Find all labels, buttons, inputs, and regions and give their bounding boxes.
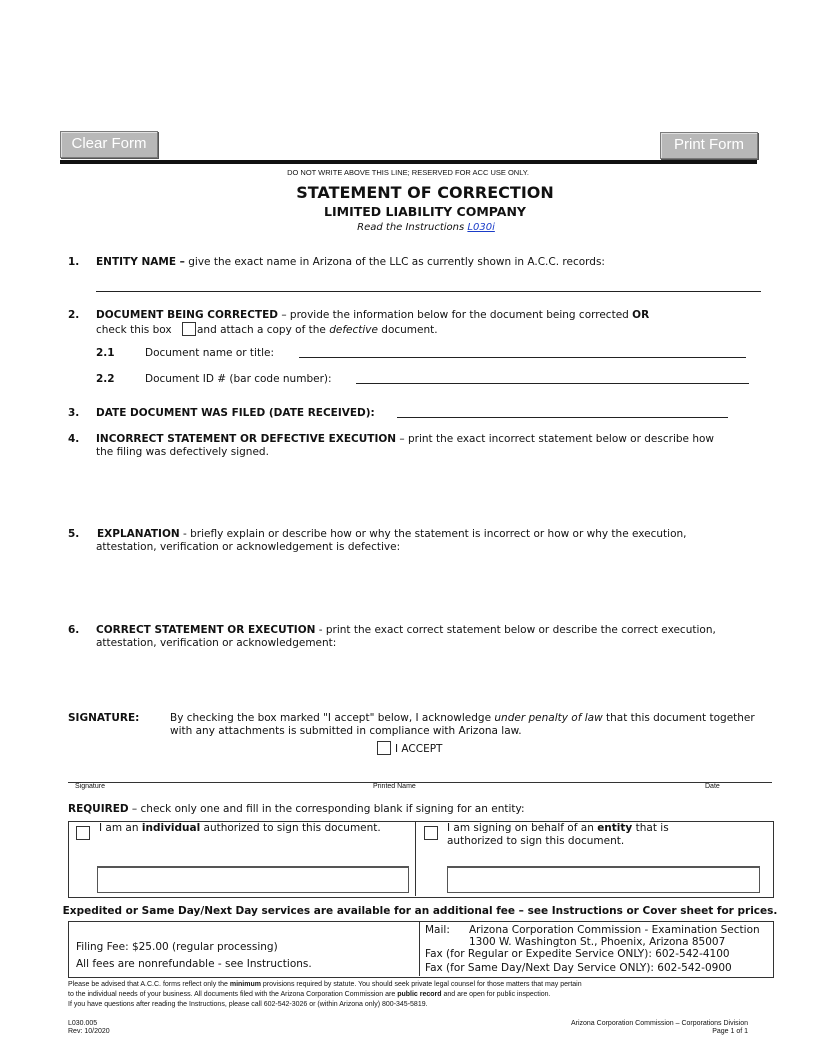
individual-input[interactable] — [97, 866, 409, 893]
s2-text — [96, 309, 649, 321]
required-line — [68, 803, 525, 815]
clear-form-button[interactable]: Clear Form — [60, 131, 158, 158]
ind-c: authorized to sign this document. — [200, 822, 381, 834]
entity-input[interactable] — [447, 866, 760, 893]
signature-line[interactable] — [68, 782, 772, 783]
form-code: L030.005 — [68, 1020, 98, 1027]
entity-checkbox[interactable] — [424, 826, 438, 840]
top-rule — [60, 160, 757, 164]
s1-number: 1. — [68, 256, 80, 268]
mail-line-2: 1300 W. Washington St., Phoenix, Arizona 85007 — [469, 936, 726, 948]
fax-sameday: Fax (for Same Day/Next Day Service ONLY): 602-542-0900 — [425, 962, 732, 974]
individual-label — [99, 822, 381, 834]
instructions-line — [0, 222, 816, 233]
date-label: Date — [705, 783, 720, 790]
fees-divider — [419, 921, 420, 976]
s4-number: 4. — [68, 433, 80, 445]
s1-desc: give the exact name in Arizona of the LLC as currently shown in A.C.C. records: — [184, 256, 605, 268]
s2-line2-b — [197, 324, 438, 336]
fp2b: public record — [397, 991, 442, 998]
footer-para-2 — [68, 991, 551, 998]
sig-t1: By checking the box marked "I accept" below, I acknowledge — [170, 712, 495, 724]
s4-desc: – print the exact incorrect statement below or describe how — [396, 433, 714, 445]
entity-label — [447, 822, 669, 834]
s5-desc: - briefly explain or describe how or why the statement is incorrect or how or why the execution, — [179, 528, 687, 540]
footer-para-3: If you have questions after reading the Instructions, please call 602-542-3026 or (within Arizona only) 800-345-5819. — [68, 1001, 428, 1008]
s4-line2: the filing was defectively signed. — [96, 446, 269, 458]
required-text: – check only one and fill in the corresponding blank if signing for an entity: — [128, 803, 525, 815]
s6-text — [96, 624, 716, 636]
fax-regular: Fax (for Regular or Expedite Service ONLY): 602-542-4100 — [425, 948, 730, 960]
print-form-button[interactable]: Print Form — [660, 132, 758, 159]
attach-copy-checkbox[interactable] — [182, 322, 196, 336]
s4-head: INCORRECT STATEMENT OR DEFECTIVE EXECUTION — [96, 433, 397, 445]
printed-name-label: Printed Name — [373, 783, 416, 790]
footer-organization: Arizona Corporation Commission – Corporations Division — [570, 1020, 748, 1027]
mail-label: Mail: — [425, 924, 450, 936]
signature-head: SIGNATURE: — [68, 712, 140, 724]
nonrefundable-note: All fees are nonrefundable - see Instructions. — [76, 958, 312, 970]
s6-head: CORRECT STATEMENT OR EXECUTION — [96, 624, 316, 636]
fp1a: Please be advised that A.C.C. forms reflect only the — [68, 981, 230, 988]
s1-text — [96, 256, 605, 268]
fp2a: to the individual needs of your business. All documents filed with the Arizona Corporation Commission are — [68, 991, 398, 998]
s2-or: OR — [632, 309, 650, 321]
ent-c: that is — [632, 822, 669, 834]
s22-number: 2.2 — [96, 373, 115, 385]
date-filed-field[interactable] — [397, 417, 728, 418]
signature-text-1 — [170, 712, 755, 724]
s2-number: 2. — [68, 309, 80, 321]
s2-line2-a: check this box — [96, 324, 172, 336]
s2-desc: – provide the information below for the document being corrected — [277, 309, 633, 321]
reserved-note: DO NOT WRITE ABOVE THIS LINE; RESERVED FOR ACC USE ONLY. — [287, 168, 529, 177]
s5-line2: attestation, verification or acknowledgement is defective: — [96, 541, 401, 553]
ent-a: I am signing on behalf of an — [447, 822, 598, 834]
document-name-field[interactable] — [299, 357, 746, 358]
form-subtitle: LIMITED LIABILITY COMPANY — [324, 204, 526, 219]
filing-fee: Filing Fee: $25.00 (regular processing) — [76, 941, 278, 953]
s21-label: Document name or title: — [145, 347, 274, 359]
footer-para-1 — [68, 981, 582, 988]
accept-label: I ACCEPT — [395, 743, 443, 755]
instructions-link[interactable]: L030i — [467, 222, 495, 233]
individual-checkbox[interactable] — [76, 826, 90, 840]
instructions-text: Read the Instructions — [357, 222, 468, 233]
s4-text — [96, 433, 714, 445]
s3-head: DATE DOCUMENT WAS FILED (DATE RECEIVED): — [96, 407, 375, 419]
s5-head: EXPLANATION — [97, 528, 180, 540]
s5-number: 5. — [68, 528, 80, 540]
sig-t1-italic: under penalty of law — [494, 712, 603, 724]
fp1c: provisions required by statute. You should seek private legal counsel for those matters that may pertain — [260, 981, 582, 988]
s2-line2-b-text: and attach a copy of the — [197, 324, 330, 336]
sig-t1-end: that this document together — [602, 712, 755, 724]
document-id-field[interactable] — [356, 383, 749, 384]
fp2c: and are open for public inspection. — [441, 991, 551, 998]
form-title: STATEMENT OF CORRECTION — [296, 183, 554, 202]
signer-type-divider — [415, 821, 416, 896]
form-revision: Rev: 10/2020 — [68, 1028, 110, 1035]
fp1b: minimum — [229, 981, 261, 988]
ind-b: individual — [141, 822, 201, 834]
s6-line2: attestation, verification or acknowledgement: — [96, 637, 337, 649]
footer-page-number: Page 1 of 1 — [712, 1028, 748, 1035]
ind-a: I am an — [99, 822, 142, 834]
entity-label-line2: authorized to sign this document. — [447, 835, 625, 847]
required-head: REQUIRED — [68, 803, 129, 815]
entity-name-field[interactable] — [96, 291, 761, 292]
s2-line2-c: document. — [377, 324, 438, 336]
s21-number: 2.1 — [96, 347, 115, 359]
s3-number: 3. — [68, 407, 80, 419]
s2-head: DOCUMENT BEING CORRECTED — [96, 309, 278, 321]
s22-label: Document ID # (bar code number): — [145, 373, 332, 385]
expedited-notice: Expedited or Same Day/Next Day services are available for an additional fee – see Instructions or Cover sheet for prices. — [62, 905, 778, 917]
s6-desc: - print the exact correct statement below or describe the correct execution, — [315, 624, 716, 636]
signature-text-2: with any attachments is submitted in compliance with Arizona law. — [170, 725, 522, 737]
s2-defective: defective — [329, 324, 378, 336]
s1-head: ENTITY NAME – — [96, 256, 185, 268]
signature-label: Signature — [75, 783, 105, 790]
ent-b: entity — [597, 822, 633, 834]
accept-checkbox[interactable] — [377, 741, 391, 755]
s5-text — [97, 528, 687, 540]
s6-number: 6. — [68, 624, 80, 636]
mail-line-1: Arizona Corporation Commission - Examination Section — [469, 924, 760, 936]
